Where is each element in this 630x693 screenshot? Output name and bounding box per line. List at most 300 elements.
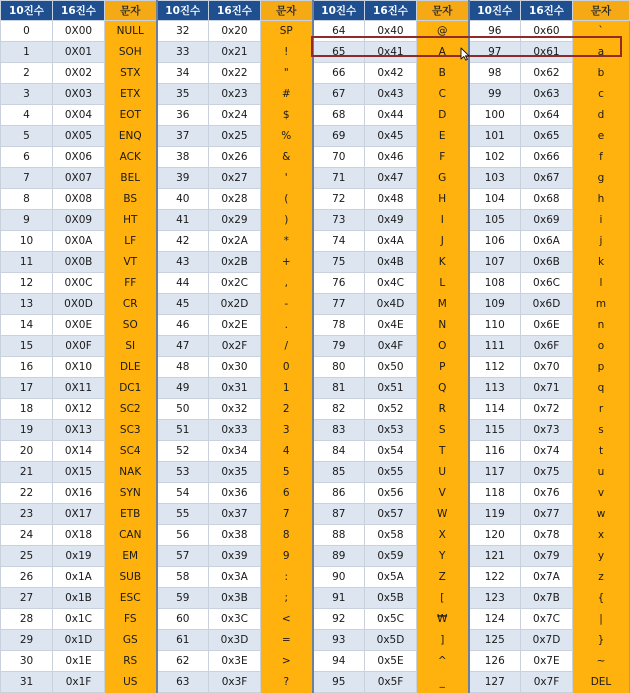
hex-cell: 0x43 [365, 84, 417, 105]
char-cell: T [417, 441, 469, 462]
char-cell: W [417, 504, 469, 525]
hex-cell: 0x32 [209, 399, 261, 420]
dec-cell: 102 [469, 147, 521, 168]
char-cell: SUB [105, 567, 157, 588]
table-row [1, 672, 630, 693]
char-cell: } [573, 630, 630, 651]
char-cell: BEL [105, 168, 157, 189]
dec-cell: 5 [1, 126, 53, 147]
hex-cell: 0x7A [521, 567, 573, 588]
hex-cell: 0x3C [209, 609, 261, 630]
char-cell: ₩ [417, 609, 469, 630]
hex-cell: 0x31 [209, 378, 261, 399]
hex-cell: 0X07 [53, 168, 105, 189]
hex-cell: 0x70 [521, 357, 573, 378]
dec-cell: 73 [313, 210, 365, 231]
char-cell: c [573, 84, 630, 105]
hex-cell: 0x6C [521, 273, 573, 294]
dec-cell: 13 [1, 294, 53, 315]
hex-cell: 0x6F [521, 336, 573, 357]
dec-cell: 100 [469, 105, 521, 126]
dec-cell: 113 [469, 378, 521, 399]
hex-cell: 0x61 [521, 42, 573, 63]
hex-cell: 0x5F [365, 672, 417, 693]
char-cell: L [417, 273, 469, 294]
dec-cell: 10 [1, 231, 53, 252]
hex-cell: 0x64 [521, 105, 573, 126]
hex-cell: 0x75 [521, 462, 573, 483]
hex-cell: 0x77 [521, 504, 573, 525]
hex-cell: 0x49 [365, 210, 417, 231]
dec-cell: 105 [469, 210, 521, 231]
char-cell: r [573, 399, 630, 420]
hex-cell: 0X00 [53, 21, 105, 42]
char-cell: N [417, 315, 469, 336]
char-cell: ESC [105, 588, 157, 609]
table-body [1, 21, 630, 693]
hex-cell: 0X17 [53, 504, 105, 525]
table-row [1, 231, 630, 252]
char-cell: Z [417, 567, 469, 588]
dec-cell: 39 [157, 168, 209, 189]
hex-cell: 0X02 [53, 63, 105, 84]
hex-cell: 0x26 [209, 147, 261, 168]
hex-cell: 0x30 [209, 357, 261, 378]
dec-cell: 87 [313, 504, 365, 525]
header-dec: 10진수 [157, 1, 209, 21]
hex-cell: 0x60 [521, 21, 573, 42]
char-cell: ` [573, 21, 630, 42]
hex-cell: 0X0A [53, 231, 105, 252]
dec-cell: 79 [313, 336, 365, 357]
char-cell: ETB [105, 504, 157, 525]
dec-cell: 48 [157, 357, 209, 378]
dec-cell: 27 [1, 588, 53, 609]
char-cell: SI [105, 336, 157, 357]
hex-cell: 0x38 [209, 525, 261, 546]
char-cell: 3 [261, 420, 313, 441]
char-cell: ^ [417, 651, 469, 672]
dec-cell: 30 [1, 651, 53, 672]
hex-cell: 0x4A [365, 231, 417, 252]
char-cell: Q [417, 378, 469, 399]
char-cell: $ [261, 105, 313, 126]
hex-cell: 0x27 [209, 168, 261, 189]
dec-cell: 52 [157, 441, 209, 462]
hex-cell: 0x6D [521, 294, 573, 315]
dec-cell: 117 [469, 462, 521, 483]
char-cell: ; [261, 588, 313, 609]
char-cell: S [417, 420, 469, 441]
table-row [1, 483, 630, 504]
dec-cell: 104 [469, 189, 521, 210]
hex-cell: 0x29 [209, 210, 261, 231]
dec-cell: 75 [313, 252, 365, 273]
char-cell: SP [261, 21, 313, 42]
dec-cell: 18 [1, 399, 53, 420]
dec-cell: 66 [313, 63, 365, 84]
dec-cell: 92 [313, 609, 365, 630]
char-cell: F [417, 147, 469, 168]
hex-cell: 0x7F [521, 672, 573, 693]
dec-cell: 78 [313, 315, 365, 336]
table-row [1, 420, 630, 441]
dec-cell: 41 [157, 210, 209, 231]
table-row [1, 567, 630, 588]
char-cell: ' [261, 168, 313, 189]
dec-cell: 44 [157, 273, 209, 294]
dec-cell: 51 [157, 420, 209, 441]
dec-cell: 20 [1, 441, 53, 462]
hex-cell: 0x63 [521, 84, 573, 105]
char-cell: K [417, 252, 469, 273]
char-cell: VT [105, 252, 157, 273]
dec-cell: 124 [469, 609, 521, 630]
table-row [1, 63, 630, 84]
char-cell: M [417, 294, 469, 315]
dec-cell: 97 [469, 42, 521, 63]
hex-cell: 0x24 [209, 105, 261, 126]
hex-cell: 0x3B [209, 588, 261, 609]
char-cell: z [573, 567, 630, 588]
char-cell: i [573, 210, 630, 231]
table-row [1, 21, 630, 42]
header-char: 문자 [261, 1, 313, 21]
dec-cell: 33 [157, 42, 209, 63]
dec-cell: 85 [313, 462, 365, 483]
char-cell: ENQ [105, 126, 157, 147]
hex-cell: 0x1B [53, 588, 105, 609]
hex-cell: 0x41 [365, 42, 417, 63]
hex-cell: 0x6E [521, 315, 573, 336]
hex-cell: 0x3A [209, 567, 261, 588]
char-cell: 6 [261, 483, 313, 504]
header-char: 문자 [417, 1, 469, 21]
char-cell: R [417, 399, 469, 420]
dec-cell: 68 [313, 105, 365, 126]
hex-cell: 0x71 [521, 378, 573, 399]
hex-cell: 0x34 [209, 441, 261, 462]
char-cell: HT [105, 210, 157, 231]
hex-cell: 0x7D [521, 630, 573, 651]
char-cell: _ [417, 672, 469, 693]
char-cell: 8 [261, 525, 313, 546]
hex-cell: 0x25 [209, 126, 261, 147]
dec-cell: 59 [157, 588, 209, 609]
hex-cell: 0x6A [521, 231, 573, 252]
hex-cell: 0x67 [521, 168, 573, 189]
char-cell: RS [105, 651, 157, 672]
char-cell: . [261, 315, 313, 336]
dec-cell: 16 [1, 357, 53, 378]
dec-cell: 72 [313, 189, 365, 210]
hex-cell: 0x42 [365, 63, 417, 84]
dec-cell: 40 [157, 189, 209, 210]
dec-cell: 31 [1, 672, 53, 693]
dec-cell: 8 [1, 189, 53, 210]
dec-cell: 90 [313, 567, 365, 588]
char-cell: B [417, 63, 469, 84]
hex-cell: 0x33 [209, 420, 261, 441]
char-cell: l [573, 273, 630, 294]
char-cell: CAN [105, 525, 157, 546]
hex-cell: 0x4D [365, 294, 417, 315]
dec-cell: 17 [1, 378, 53, 399]
hex-cell: 0x3F [209, 672, 261, 693]
dec-cell: 84 [313, 441, 365, 462]
char-cell: G [417, 168, 469, 189]
dec-cell: 76 [313, 273, 365, 294]
char-cell: D [417, 105, 469, 126]
char-cell: k [573, 252, 630, 273]
char-cell: EM [105, 546, 157, 567]
char-cell: CR [105, 294, 157, 315]
char-cell: m [573, 294, 630, 315]
table-row [1, 147, 630, 168]
hex-cell: 0x2B [209, 252, 261, 273]
dec-cell: 24 [1, 525, 53, 546]
dec-cell: 103 [469, 168, 521, 189]
char-cell: + [261, 252, 313, 273]
char-cell: DLE [105, 357, 157, 378]
dec-cell: 91 [313, 588, 365, 609]
char-cell: g [573, 168, 630, 189]
char-cell: X [417, 525, 469, 546]
table-row [1, 525, 630, 546]
char-cell: * [261, 231, 313, 252]
hex-cell: 0x58 [365, 525, 417, 546]
hex-cell: 0x21 [209, 42, 261, 63]
char-cell: 5 [261, 462, 313, 483]
dec-cell: 56 [157, 525, 209, 546]
hex-cell: 0X05 [53, 126, 105, 147]
hex-cell: 0X0D [53, 294, 105, 315]
char-cell: | [573, 609, 630, 630]
table-row [1, 651, 630, 672]
header-char: 문자 [105, 1, 157, 21]
dec-cell: 106 [469, 231, 521, 252]
dec-cell: 57 [157, 546, 209, 567]
char-cell: SYN [105, 483, 157, 504]
hex-cell: 0x78 [521, 525, 573, 546]
char-cell: / [261, 336, 313, 357]
table-row [1, 462, 630, 483]
hex-cell: 0X14 [53, 441, 105, 462]
hex-cell: 0x28 [209, 189, 261, 210]
table-row [1, 609, 630, 630]
dec-cell: 99 [469, 84, 521, 105]
dec-cell: 26 [1, 567, 53, 588]
char-cell: GS [105, 630, 157, 651]
dec-cell: 53 [157, 462, 209, 483]
hex-cell: 0x36 [209, 483, 261, 504]
char-cell: : [261, 567, 313, 588]
char-cell: C [417, 84, 469, 105]
dec-cell: 38 [157, 147, 209, 168]
char-cell: ? [261, 672, 313, 693]
hex-cell: 0x1E [53, 651, 105, 672]
char-cell: " [261, 63, 313, 84]
dec-cell: 107 [469, 252, 521, 273]
hex-cell: 0x54 [365, 441, 417, 462]
char-cell: A [417, 42, 469, 63]
dec-cell: 63 [157, 672, 209, 693]
dec-cell: 62 [157, 651, 209, 672]
header-hex: 16진수 [521, 1, 573, 21]
dec-cell: 45 [157, 294, 209, 315]
hex-cell: 0x5C [365, 609, 417, 630]
dec-cell: 109 [469, 294, 521, 315]
hex-cell: 0x72 [521, 399, 573, 420]
dec-cell: 96 [469, 21, 521, 42]
dec-cell: 7 [1, 168, 53, 189]
char-cell: V [417, 483, 469, 504]
char-cell: u [573, 462, 630, 483]
hex-cell: 0x2D [209, 294, 261, 315]
char-cell: w [573, 504, 630, 525]
hex-cell: 0x19 [53, 546, 105, 567]
hex-cell: 0X12 [53, 399, 105, 420]
header-dec: 10진수 [1, 1, 53, 21]
hex-cell: 0x1F [53, 672, 105, 693]
char-cell: 0 [261, 357, 313, 378]
char-cell: ACK [105, 147, 157, 168]
char-cell: ) [261, 210, 313, 231]
char-cell: x [573, 525, 630, 546]
table-row [1, 105, 630, 126]
hex-cell: 0x3E [209, 651, 261, 672]
table-row [1, 273, 630, 294]
hex-cell: 0x5E [365, 651, 417, 672]
char-cell: e [573, 126, 630, 147]
hex-cell: 0x37 [209, 504, 261, 525]
hex-cell: 0X11 [53, 378, 105, 399]
char-cell: d [573, 105, 630, 126]
dec-cell: 93 [313, 630, 365, 651]
dec-cell: 88 [313, 525, 365, 546]
char-cell: @ [417, 21, 469, 42]
char-cell: o [573, 336, 630, 357]
char-cell: t [573, 441, 630, 462]
char-cell: j [573, 231, 630, 252]
hex-cell: 0x47 [365, 168, 417, 189]
hex-cell: 0x69 [521, 210, 573, 231]
dec-cell: 21 [1, 462, 53, 483]
char-cell: DC1 [105, 378, 157, 399]
dec-cell: 120 [469, 525, 521, 546]
table-row [1, 210, 630, 231]
char-cell: , [261, 273, 313, 294]
dec-cell: 95 [313, 672, 365, 693]
char-cell: > [261, 651, 313, 672]
char-cell: [ [417, 588, 469, 609]
dec-cell: 60 [157, 609, 209, 630]
dec-cell: 77 [313, 294, 365, 315]
char-cell: b [573, 63, 630, 84]
dec-cell: 82 [313, 399, 365, 420]
dec-cell: 83 [313, 420, 365, 441]
char-cell: - [261, 294, 313, 315]
char-cell: SC2 [105, 399, 157, 420]
char-cell: 7 [261, 504, 313, 525]
hex-cell: 0x2E [209, 315, 261, 336]
table-row [1, 378, 630, 399]
hex-cell: 0X0B [53, 252, 105, 273]
hex-cell: 0x4F [365, 336, 417, 357]
dec-cell: 15 [1, 336, 53, 357]
dec-cell: 101 [469, 126, 521, 147]
char-cell: Y [417, 546, 469, 567]
char-cell: ~ [573, 651, 630, 672]
header-hex: 16진수 [365, 1, 417, 21]
hex-cell: 0X0C [53, 273, 105, 294]
table-row [1, 336, 630, 357]
hex-cell: 0X0F [53, 336, 105, 357]
dec-cell: 119 [469, 504, 521, 525]
hex-cell: 0X03 [53, 84, 105, 105]
dec-cell: 4 [1, 105, 53, 126]
hex-cell: 0x62 [521, 63, 573, 84]
dec-cell: 29 [1, 630, 53, 651]
dec-cell: 65 [313, 42, 365, 63]
hex-cell: 0X01 [53, 42, 105, 63]
char-cell: FS [105, 609, 157, 630]
char-cell: % [261, 126, 313, 147]
char-cell: s [573, 420, 630, 441]
hex-cell: 0x5A [365, 567, 417, 588]
hex-cell: 0x20 [209, 21, 261, 42]
dec-cell: 116 [469, 441, 521, 462]
dec-cell: 98 [469, 63, 521, 84]
header-dec: 10진수 [469, 1, 521, 21]
hex-cell: 0X04 [53, 105, 105, 126]
dec-cell: 94 [313, 651, 365, 672]
char-cell: ETX [105, 84, 157, 105]
char-cell: BS [105, 189, 157, 210]
dec-cell: 80 [313, 357, 365, 378]
char-cell: ] [417, 630, 469, 651]
hex-cell: 0x55 [365, 462, 417, 483]
dec-cell: 58 [157, 567, 209, 588]
hex-cell: 0x1C [53, 609, 105, 630]
char-cell: 1 [261, 378, 313, 399]
hex-cell: 0X09 [53, 210, 105, 231]
hex-cell: 0x22 [209, 63, 261, 84]
dec-cell: 54 [157, 483, 209, 504]
char-cell: v [573, 483, 630, 504]
hex-cell: 0x68 [521, 189, 573, 210]
hex-cell: 0X10 [53, 357, 105, 378]
dec-cell: 9 [1, 210, 53, 231]
hex-cell: 0x51 [365, 378, 417, 399]
hex-cell: 0x76 [521, 483, 573, 504]
hex-cell: 0x2F [209, 336, 261, 357]
char-cell: LF [105, 231, 157, 252]
hex-cell: 0X0E [53, 315, 105, 336]
dec-cell: 64 [313, 21, 365, 42]
char-cell: I [417, 210, 469, 231]
hex-cell: 0X06 [53, 147, 105, 168]
char-cell: U [417, 462, 469, 483]
dec-cell: 126 [469, 651, 521, 672]
hex-cell: 0x1A [53, 567, 105, 588]
header-hex: 16진수 [53, 1, 105, 21]
hex-cell: 0x79 [521, 546, 573, 567]
char-cell: 9 [261, 546, 313, 567]
dec-cell: 127 [469, 672, 521, 693]
hex-cell: 0x35 [209, 462, 261, 483]
char-cell: f [573, 147, 630, 168]
